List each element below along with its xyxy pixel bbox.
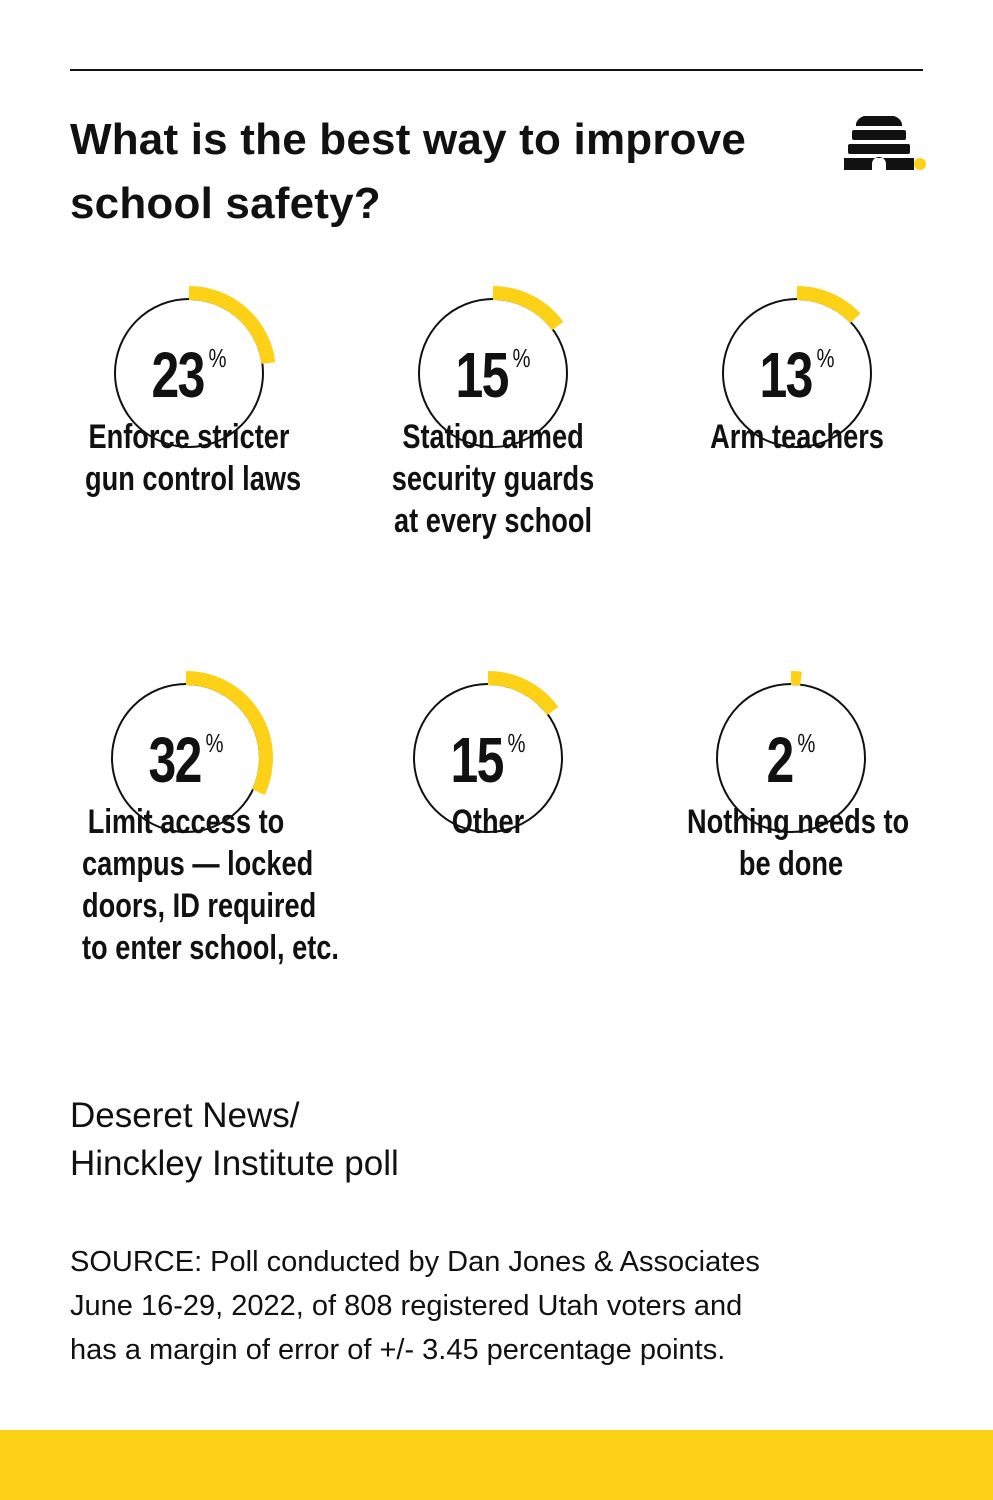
donut-4 (66, 623, 339, 967)
donut-6 (671, 623, 911, 883)
category-label-line: Station armed (402, 418, 584, 456)
value-number: 32 (148, 724, 201, 796)
donut-value-label (697, 705, 884, 798)
percent-symbol: % (512, 343, 531, 373)
category-label (693, 416, 901, 458)
percent-symbol: % (507, 728, 526, 758)
poll-name (70, 1092, 399, 1188)
percent-symbol: % (208, 343, 227, 373)
value-number: 2 (766, 724, 793, 796)
category-label (82, 801, 339, 969)
value-number: 15 (450, 724, 503, 796)
category-label-line: Enforce stricter (88, 418, 290, 456)
donut-3 (677, 238, 917, 478)
donut-value-label (95, 320, 282, 413)
title-line-2: school safety? (70, 179, 381, 228)
donut-value-arc (791, 678, 801, 679)
category-label-line: Other (451, 803, 525, 841)
value-number: 23 (151, 339, 204, 411)
donut-value-label (394, 705, 581, 798)
source-note (70, 1240, 930, 1372)
percent-symbol: % (816, 343, 835, 373)
source-line-2: June 16-29, 2022, of 808 registered Utah voters and (70, 1290, 743, 1322)
source-line-1: SOURCE: Poll conducted by Dan Jones & Associates (70, 1246, 760, 1278)
top-divider (70, 69, 923, 71)
category-label-line: campus — locked (82, 845, 314, 883)
category-label (85, 416, 302, 500)
category-label-line: gun control laws (85, 460, 302, 498)
category-label-line: security guards (391, 460, 595, 498)
percent-symbol: % (205, 728, 224, 758)
source-line-3: has a margin of error of +/- 3.45 percentage points. (70, 1334, 726, 1366)
category-label-line: to enter school, etc. (82, 929, 339, 967)
value-number: 15 (455, 339, 508, 411)
category-label-line: at every school (393, 502, 593, 540)
category-label-line: doors, ID required (82, 887, 317, 925)
category-label-line: Limit access to (87, 803, 285, 841)
donut-1 (69, 238, 309, 498)
bottom-accent-band (0, 1430, 993, 1500)
value-number: 13 (759, 339, 812, 411)
category-label (384, 801, 592, 843)
category-label (389, 416, 597, 542)
poll-name-line-2: Hinckley Institute poll (70, 1144, 399, 1183)
donut-value-label (92, 705, 279, 798)
donut-2 (373, 238, 613, 540)
donut-value-arc (797, 293, 855, 318)
category-label (687, 801, 910, 885)
beehive-icon (842, 112, 926, 176)
category-label-line: Arm teachers (710, 418, 884, 456)
percent-symbol: % (797, 728, 816, 758)
poll-name-line-1: Deseret News/ (70, 1096, 300, 1135)
category-label-line: Nothing needs to (687, 803, 910, 841)
donut-5 (368, 623, 608, 863)
chart-title (70, 108, 810, 236)
title-line-1: What is the best way to improve (70, 115, 747, 164)
donut-value-label (399, 320, 586, 413)
category-label-line: be done (738, 845, 844, 883)
donut-value-label (703, 320, 890, 413)
